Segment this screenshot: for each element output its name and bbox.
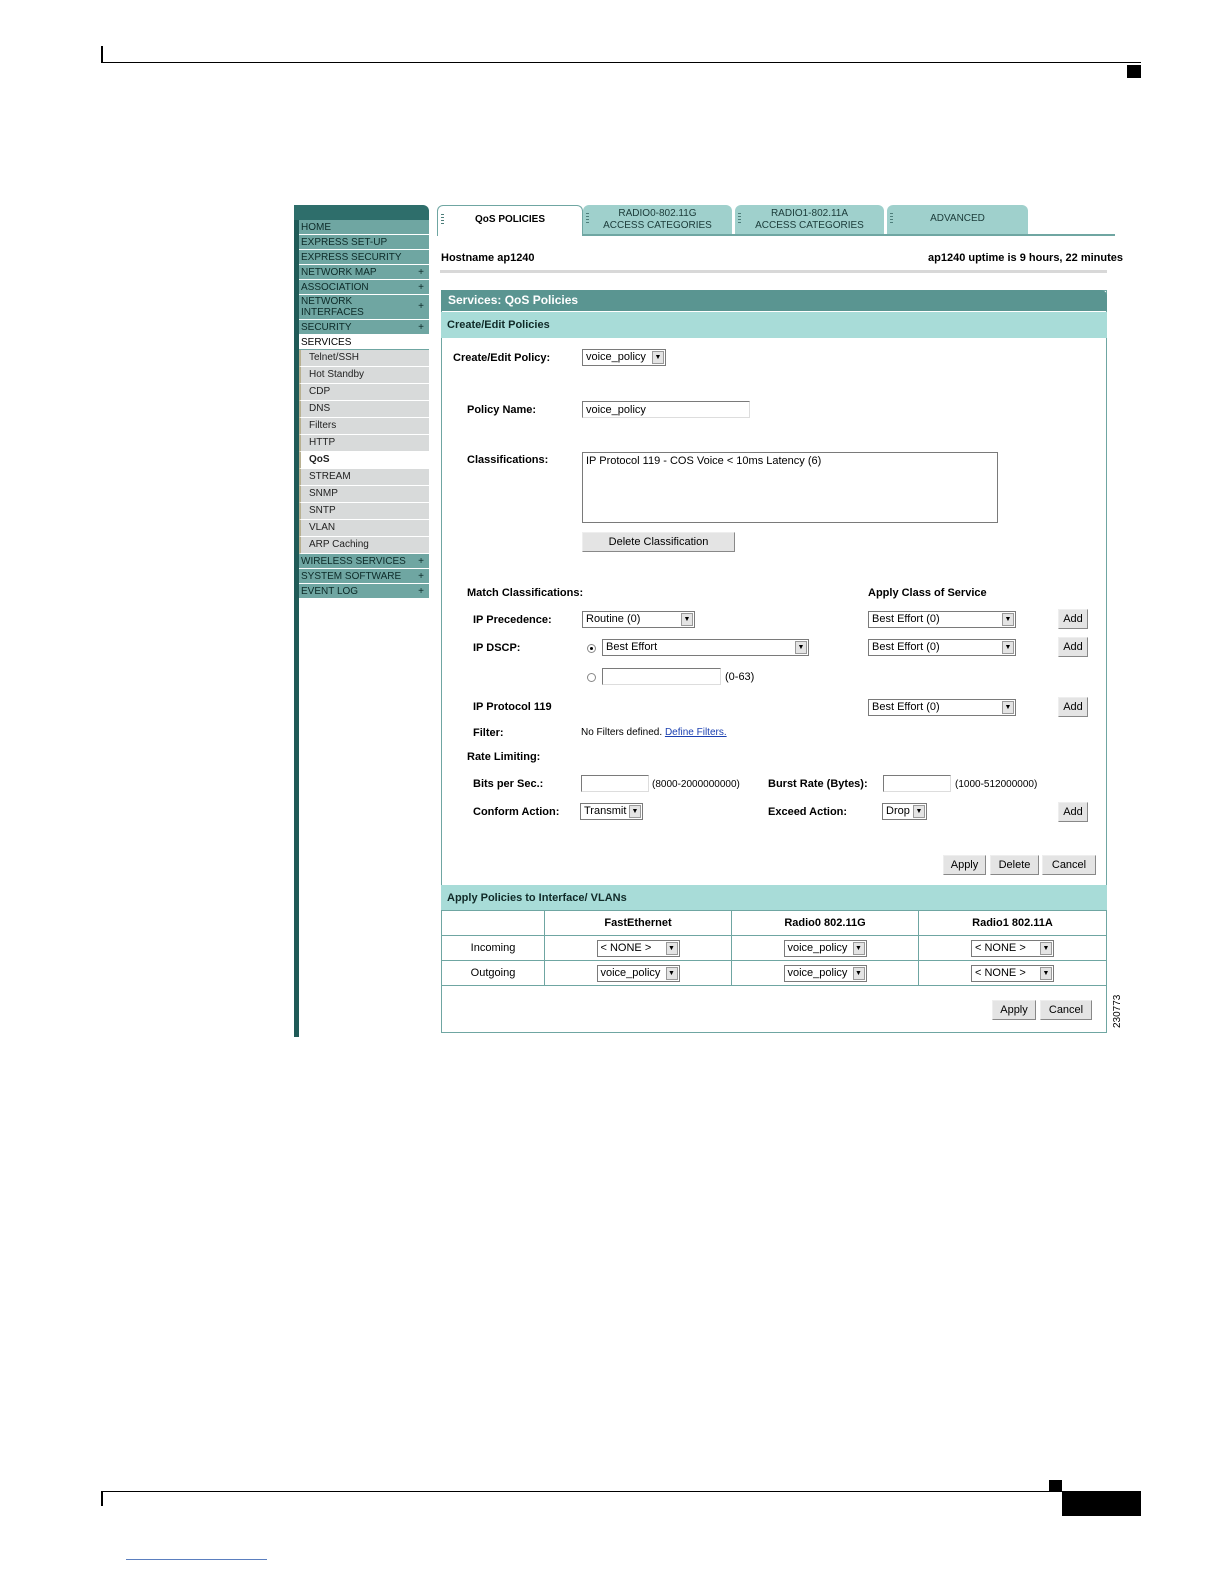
top-corner-mark <box>1127 65 1141 78</box>
bottom-corner-mark <box>1049 1480 1062 1492</box>
outgoing-fastethernet-select[interactable]: voice_policy ▼ <box>597 965 680 982</box>
panel-title: Services: QoS Policies <box>441 290 1107 311</box>
sidebar-subitem-http[interactable]: HTTP <box>299 435 429 452</box>
ip-dscp-select[interactable]: Best Effort ▼ <box>602 639 809 656</box>
column-header: Radio1 802.11A <box>919 911 1107 936</box>
exceed-action-select[interactable]: Drop ▼ <box>882 803 927 820</box>
outgoing-radio1-select[interactable]: < NONE > ▼ <box>971 965 1054 982</box>
sidebar-item-system-software[interactable]: SYSTEM SOFTWARE + <box>299 569 429 584</box>
tab-radio0-access-categories[interactable]: RADIO0-802.11G ACCESS CATEGORIES <box>583 205 732 235</box>
expand-icon[interactable]: + <box>418 571 424 582</box>
top-margin-tick <box>101 46 103 63</box>
nav-header <box>294 205 429 220</box>
delete-classification-button[interactable]: Delete Classification <box>582 532 735 552</box>
footer-link-rule <box>126 1559 267 1560</box>
chevron-down-icon: ▼ <box>666 942 678 955</box>
sidebar-item-express-security[interactable]: EXPRESS SECURITY <box>299 250 429 265</box>
sidebar-subitem-snmp[interactable]: SNMP <box>299 486 429 503</box>
define-filters-link[interactable]: Define Filters. <box>664 727 727 738</box>
ip-precedence-label: IP Precedence: <box>473 614 552 626</box>
chevron-down-icon: ▼ <box>1040 942 1052 955</box>
table-cell <box>919 961 1107 986</box>
top-rule <box>101 62 1141 63</box>
sidebar-item-network-interfaces[interactable]: NETWORK INTERFACES + <box>299 295 429 320</box>
sidebar-item-home[interactable]: HOME <box>299 220 429 235</box>
dscp-custom-radio[interactable] <box>587 673 596 682</box>
row-label: Incoming <box>442 936 545 961</box>
bits-per-sec-range: (8000-2000000000) <box>652 779 740 790</box>
incoming-fastethernet-select[interactable]: < NONE > ▼ <box>597 940 680 957</box>
figure-id: 230773 <box>1112 994 1123 1028</box>
burst-rate-input[interactable] <box>883 775 951 792</box>
dscp-range-hint: (0-63) <box>725 671 755 683</box>
expand-icon[interactable]: + <box>418 282 424 293</box>
add-ip-protocol-button[interactable]: Add <box>1058 697 1088 717</box>
table-row <box>442 936 1107 961</box>
filter-label: Filter: <box>473 727 504 739</box>
chevron-down-icon: ▼ <box>681 613 693 626</box>
sidebar-subitem-sntp[interactable]: SNTP <box>299 503 429 520</box>
burst-rate-range: (1000-512000000) <box>955 779 1038 790</box>
sidebar-item-association[interactable]: ASSOCIATION + <box>299 280 429 295</box>
tab-grip-icon <box>586 213 589 225</box>
classifications-label: Classifications: <box>467 454 549 466</box>
conform-action-label: Conform Action: <box>473 806 560 818</box>
tab-advanced[interactable]: ADVANCED <box>887 205 1028 235</box>
chevron-down-icon: ▼ <box>666 967 678 980</box>
table-cell <box>732 961 919 986</box>
create-edit-policy-label: Create/Edit Policy: <box>453 352 551 364</box>
ip-precedence-select[interactable]: Routine (0) ▼ <box>582 611 695 628</box>
cancel-interfaces-button[interactable]: Cancel <box>1040 1000 1092 1020</box>
table-cell <box>732 936 919 961</box>
tab-qos-policies[interactable]: QoS POLICIES <box>437 205 583 236</box>
ip-precedence-cos-select[interactable]: Best Effort (0) ▼ <box>868 611 1016 628</box>
dscp-preset-radio[interactable] <box>587 644 596 653</box>
dscp-custom-input[interactable] <box>602 668 721 685</box>
sidebar-item-express-setup[interactable]: EXPRESS SET-UP <box>299 235 429 250</box>
incoming-radio1-select[interactable]: < NONE > ▼ <box>971 940 1054 957</box>
policy-name-label: Policy Name: <box>467 404 537 416</box>
sidebar-item-services[interactable]: SERVICES <box>299 335 429 350</box>
sidebar-subitem-arp-caching[interactable]: ARP Caching <box>299 537 429 554</box>
sidebar-subitem-telnet-ssh[interactable]: Telnet/SSH <box>299 350 429 367</box>
tab-grip-icon <box>890 213 893 225</box>
column-header: FastEthernet <box>545 911 732 936</box>
sidebar-subitem-dns[interactable]: DNS <box>299 401 429 418</box>
sidebar-item-security[interactable]: SECURITY + <box>299 320 429 335</box>
cancel-policy-button[interactable]: Cancel <box>1042 855 1096 875</box>
incoming-radio0-select[interactable]: voice_policy ▼ <box>784 940 867 957</box>
chevron-down-icon: ▼ <box>795 641 807 654</box>
create-edit-policy-select[interactable]: voice_policy ▼ <box>582 349 666 366</box>
rate-limiting-label: Rate Limiting: <box>467 751 541 763</box>
outgoing-radio0-select[interactable]: voice_policy ▼ <box>784 965 867 982</box>
section-create-edit-policies: Create/Edit Policies <box>441 312 1107 338</box>
table-header-blank <box>442 911 545 936</box>
row-label: Outgoing <box>442 961 545 986</box>
sidebar-subitem-filters[interactable]: Filters <box>299 418 429 435</box>
bottom-rule <box>101 1491 1141 1492</box>
ip-dscp-cos-select[interactable]: Best Effort (0) ▼ <box>868 639 1016 656</box>
bits-per-sec-input[interactable] <box>581 775 649 792</box>
expand-icon[interactable]: + <box>418 586 424 597</box>
chevron-down-icon: ▼ <box>853 967 865 980</box>
chevron-down-icon: ▼ <box>629 805 641 818</box>
expand-icon[interactable]: + <box>418 267 424 278</box>
sidebar-item-wireless-services[interactable]: WIRELESS SERVICES + <box>299 554 429 569</box>
apply-class-of-service-label: Apply Class of Service <box>868 587 987 599</box>
filter-text: No Filters defined. Define Filters. <box>581 727 727 738</box>
hostname-label: Hostname ap1240 <box>441 252 535 264</box>
burst-rate-label: Burst Rate (Bytes): <box>768 778 868 790</box>
classification-list-item[interactable]: IP Protocol 119 - COS Voice < 10ms Latency (6) <box>586 455 822 467</box>
classifications-listbox[interactable] <box>582 452 998 523</box>
add-rate-limit-button[interactable]: Add <box>1058 802 1088 822</box>
sidebar-item-network-map[interactable]: NETWORK MAP + <box>299 265 429 280</box>
uptime-label: ap1240 uptime is 9 hours, 22 minutes <box>928 252 1124 264</box>
chevron-down-icon: ▼ <box>652 351 664 364</box>
policy-name-input[interactable] <box>582 401 750 418</box>
sidebar-subitem-qos[interactable]: QoS <box>299 452 429 469</box>
add-ip-precedence-button[interactable]: Add <box>1058 609 1088 629</box>
expand-icon[interactable]: + <box>418 301 424 312</box>
delete-policy-button[interactable]: Delete <box>990 855 1039 875</box>
table-cell <box>919 936 1107 961</box>
sidebar-item-event-log[interactable]: EVENT LOG + <box>299 584 429 599</box>
ip-protocol-label: IP Protocol 119 <box>473 701 552 713</box>
table-cell <box>545 936 732 961</box>
tab-grip-icon <box>738 213 741 225</box>
match-classifications-label: Match Classifications: <box>467 587 584 599</box>
apply-policy-button[interactable]: Apply <box>943 855 986 875</box>
chevron-down-icon: ▼ <box>853 942 865 955</box>
chevron-down-icon: ▼ <box>1002 641 1014 654</box>
sidebar-subitem-stream[interactable]: STREAM <box>299 469 429 486</box>
apply-policies-table <box>441 910 1107 986</box>
exceed-action-label: Exceed Action: <box>768 806 848 818</box>
tab-grip-icon <box>441 214 444 226</box>
chevron-down-icon: ▼ <box>1002 613 1014 626</box>
tab-radio1-access-categories[interactable]: RADIO1-802.11A ACCESS CATEGORIES <box>735 205 884 235</box>
apply-interfaces-button[interactable]: Apply <box>992 1000 1036 1020</box>
section-apply-policies: Apply Policies to Interface/ VLANs <box>441 885 1107 911</box>
expand-icon[interactable]: + <box>418 556 424 567</box>
chevron-down-icon: ▼ <box>1040 967 1052 980</box>
column-header: Radio0 802.11G <box>732 911 919 936</box>
ip-dscp-label: IP DSCP: <box>473 642 521 654</box>
page-number-box <box>1062 1492 1141 1516</box>
chevron-down-icon: ▼ <box>1002 701 1014 714</box>
tab-underline <box>583 234 1115 236</box>
expand-icon[interactable]: + <box>418 322 424 333</box>
bits-per-sec-label: Bits per Sec.: <box>473 778 544 790</box>
bottom-margin-tick <box>101 1492 103 1506</box>
table-row <box>442 961 1107 986</box>
table-header-row <box>442 911 1107 936</box>
sidebar-subitem-hot-standby[interactable]: Hot Standby <box>299 367 429 384</box>
sidebar-subitem-cdp[interactable]: CDP <box>299 384 429 401</box>
conform-action-select[interactable]: Transmit ▼ <box>580 803 643 820</box>
table-cell <box>545 961 732 986</box>
chevron-down-icon: ▼ <box>913 805 925 818</box>
sidebar-nav <box>299 220 429 599</box>
add-ip-dscp-button[interactable]: Add <box>1058 637 1088 657</box>
header-separator <box>440 270 1107 273</box>
sidebar-subitem-vlan[interactable]: VLAN <box>299 520 429 537</box>
ip-protocol-cos-select[interactable]: Best Effort (0) ▼ <box>868 699 1016 716</box>
